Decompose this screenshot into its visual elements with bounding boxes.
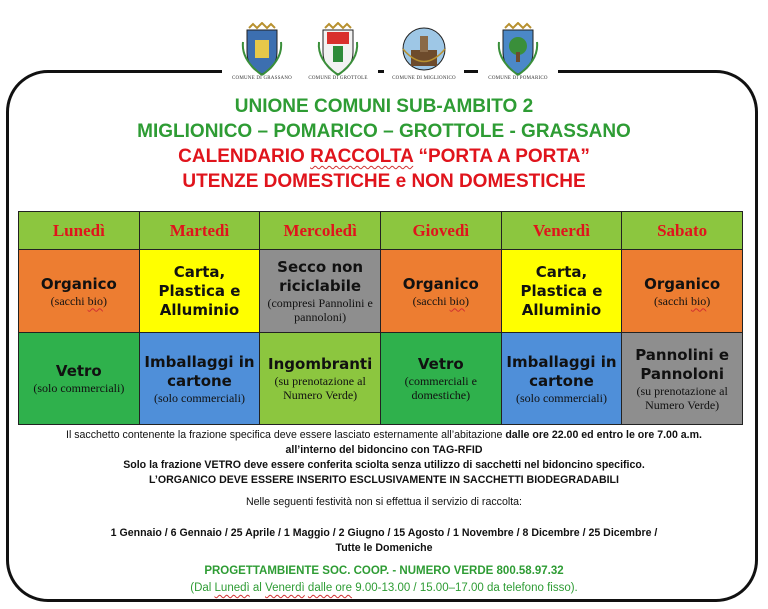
day-header: Sabato (622, 212, 743, 250)
waste-note-bio: bio (690, 293, 707, 308)
hours-part: (Dal (190, 582, 215, 594)
collection-row-1 (19, 250, 743, 333)
union-title: UNIONE COMUNI SUB-AMBITO 2 (234, 96, 534, 117)
waste-type: Organico (644, 274, 721, 293)
collection-cell (139, 333, 260, 425)
instruction-line: all’interno del bidoncino con TAG-RFID (285, 444, 483, 456)
waste-type: Vetro (417, 355, 464, 373)
waste-type: Carta, Plastica e Alluminio (520, 262, 603, 319)
collection-cell (501, 333, 622, 425)
crest-grassano (222, 22, 302, 92)
crest-grassano-icon (239, 22, 285, 76)
hours-part: 9.00-13.00 / 15.00–17.00 da telefono fisso). (352, 582, 578, 594)
waste-note-part: (sacchi (50, 293, 88, 308)
waste-type: Imballaggi in cartone (506, 352, 617, 390)
crest-miglionico-icon (401, 22, 447, 76)
waste-note-part: (sacchi (653, 293, 691, 308)
waste-note-part: ) (464, 293, 469, 308)
crest-label: COMUNE DI GROTTOLE (308, 76, 368, 81)
day-header: Lunedì (19, 212, 140, 250)
waste-note-part: (sacchi (412, 293, 450, 308)
hours-part: al (249, 582, 266, 594)
waste-note-part: ) (102, 293, 107, 308)
crest-grottole (298, 22, 378, 92)
footer-contact (0, 563, 768, 597)
crest-label: COMUNE DI MIGLIONICO (392, 76, 456, 81)
waste-note-bio: bio (449, 293, 465, 308)
waste-note-bio: bio (87, 293, 103, 308)
day-header: Mercoledì (260, 212, 381, 250)
collection-cell (139, 250, 260, 333)
instruction-time: dalle ore 22.00 ed entro le ore 7.00 a.m. (505, 429, 702, 441)
hours-part: Venerdì (265, 582, 305, 594)
collection-cell (260, 333, 381, 425)
holiday-dates: 1 Gennaio / 6 Gennaio / 25 Aprile / 1 Maggio / 2 Giugno / 15 Agosto / 1 Novembre / 8 Dicembre / 25 Dicembre / (110, 527, 658, 539)
company-phone: PROGETTAMBIENTE SOC. COOP. - NUMERO VERDE 800.58.97.32 (204, 565, 564, 577)
instruction-line: Solo la frazione VETRO deve essere conferita sciolta senza utilizzo di sacchetti nel bidoncino specifico. (123, 459, 645, 471)
calendar-title (0, 144, 768, 169)
day-header-row (19, 212, 743, 250)
hours-part: dalle ore (307, 582, 353, 594)
holiday-intro: Nelle seguenti festività non si effettua il servizio di raccolta: (246, 496, 522, 508)
collection-cell (622, 250, 743, 333)
title-block (0, 94, 768, 194)
waste-type: Imballaggi in cartone (144, 352, 255, 390)
waste-note: (compresi Pannolini e pannoloni) (267, 296, 373, 324)
collection-cell (501, 250, 622, 333)
crest-label: COMUNE DI GRASSANO (232, 76, 292, 81)
holiday-sundays: Tutte le Domeniche (335, 542, 433, 554)
crest-label: COMUNE DI POMARICO (488, 76, 548, 81)
waste-note: (solo commerciali) (515, 390, 607, 405)
collection-calendar-table (18, 211, 743, 425)
waste-type: Pannolini e Pannoloni (635, 345, 730, 383)
crest-grottole-icon (315, 22, 361, 76)
instruction-text: Il sacchetto contenente la frazione specifica deve essere lasciato esternamente all’abitazione (66, 429, 506, 441)
waste-type: Carta, Plastica e Alluminio (158, 262, 241, 319)
crest-pomarico-icon (495, 22, 541, 76)
collection-row-2 (19, 333, 743, 425)
users-title: UTENZE DOMESTICHE e NON DOMESTICHE (182, 171, 586, 192)
waste-type: Secco non riciclabile (277, 258, 364, 295)
holiday-list (0, 526, 768, 556)
waste-note-part: ) (706, 293, 711, 308)
instruction-line: L’ORGANICO DEVE ESSERE INSERITO ESCLUSIVAMENTE IN SACCHETTI BIODEGRADABILI (149, 474, 619, 486)
crest-pomarico (478, 22, 558, 92)
waste-type: Vetro (55, 362, 102, 380)
collection-cell (19, 333, 140, 425)
phone-hours (0, 580, 768, 597)
instructions (0, 428, 768, 488)
waste-type: Organico (40, 274, 117, 293)
waste-note: (commerciali e domestiche) (404, 374, 477, 402)
day-header: Giovedì (380, 212, 501, 250)
collection-cell (380, 250, 501, 333)
calendar-title-part: “PORTA A PORTA” (413, 146, 590, 167)
day-header: Martedì (139, 212, 260, 250)
calendar-title-raccolta: RACCOLTA (310, 146, 414, 167)
waste-note (383, 294, 499, 308)
collection-cell (622, 333, 743, 425)
collection-cell (380, 333, 501, 425)
waste-type: Ingombranti (268, 355, 373, 373)
calendar-title-part: CALENDARIO (178, 146, 311, 167)
waste-note: (su prenotazione al Numero Verde) (636, 383, 728, 412)
waste-note: (solo commerciali) (33, 381, 125, 395)
hours-part: Lunedì (214, 582, 250, 594)
crest-miglionico (384, 22, 464, 92)
collection-cell (260, 250, 381, 333)
municipal-crests (0, 0, 768, 100)
waste-note: (su prenotazione al Numero Verde) (274, 374, 366, 402)
waste-type: Organico (402, 274, 479, 293)
waste-note: (solo commerciali) (154, 390, 245, 405)
waste-note (624, 294, 740, 308)
instruction-line (0, 428, 768, 443)
day-header: Venerdì (501, 212, 622, 250)
collection-cell (19, 250, 140, 333)
municipalities-title: MIGLIONICO – POMARICO – GROTTOLE - GRASSANO (137, 121, 631, 142)
waste-note (21, 294, 137, 308)
